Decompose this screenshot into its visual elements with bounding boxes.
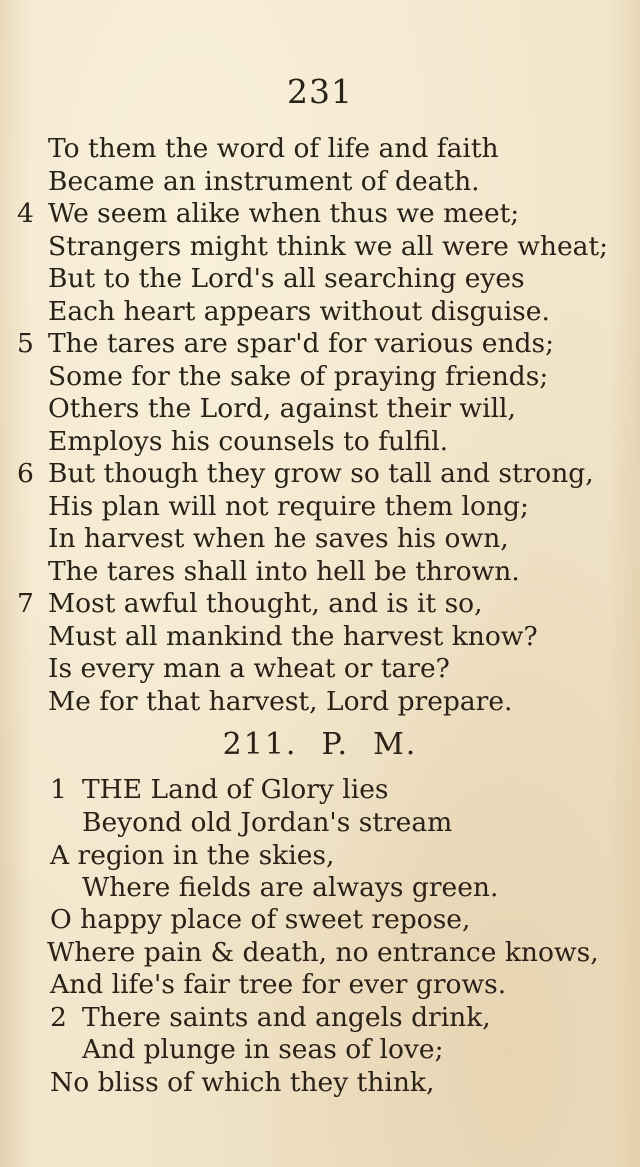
verse-line: We seem alike when thus we meet; [48,198,520,229]
verse-line: And life's fair tree for ever grows. [50,969,507,1000]
verse-line: Where pain & death, no entrance knows, [47,937,599,968]
hymn-number: 211. [222,727,298,762]
page-number: 231 [287,72,353,111]
hymn-meter-m: M. [373,727,418,762]
hymn-heading [0,727,640,763]
verse-number: 6 [17,458,34,489]
verse-line: Must all mankind the harvest know? [48,621,538,652]
verse-number: 2 [50,1002,67,1033]
verse-line: Became an instrument of death. [48,166,480,197]
verse-line: Employs his counsels to fulfil. [48,426,449,457]
verse-line: In harvest when he saves his own, [48,523,509,554]
verse-line: Is every man a wheat or tare? [48,653,450,684]
verse-line: Strangers might think we all were wheat; [48,231,609,262]
verse-line: Where fields are always green. [82,872,499,903]
verse-number: 4 [17,198,34,229]
hymn-meter-p: P. [321,727,350,762]
verse-line: A region in the skies, [50,840,335,871]
verse-line: THE Land of Glory lies [82,774,389,805]
verse-line: The tares are spar'd for various ends; [48,328,554,359]
verse-line: And plunge in seas of love; [82,1034,444,1065]
verse-line: There saints and angels drink, [82,1002,491,1033]
verse-line: Most awful thought, and is it so, [48,588,483,619]
verse-line: Me for that harvest, Lord prepare. [48,686,513,717]
verse-line: Each heart appears without disguise. [48,296,550,327]
verse-line: To them the word of life and faith [48,133,499,164]
verse-line: Others the Lord, against their will, [48,393,516,424]
verse-number: 5 [17,328,34,359]
verse-number: 7 [17,588,34,619]
verse-line: The tares shall into hell be thrown. [48,556,520,587]
verse-number: 1 [50,774,67,805]
verse-line: But though they grow so tall and strong, [48,458,594,489]
verse-line: Some for the sake of praying friends; [48,361,549,392]
verse-line: But to the Lord's all searching eyes [48,263,525,294]
verse-line: No bliss of which they think, [50,1067,435,1098]
verse-line: O happy place of sweet repose, [50,904,471,935]
verse-line: Beyond old Jordan's stream [82,807,453,838]
verse-line: His plan will not require them long; [48,491,529,522]
